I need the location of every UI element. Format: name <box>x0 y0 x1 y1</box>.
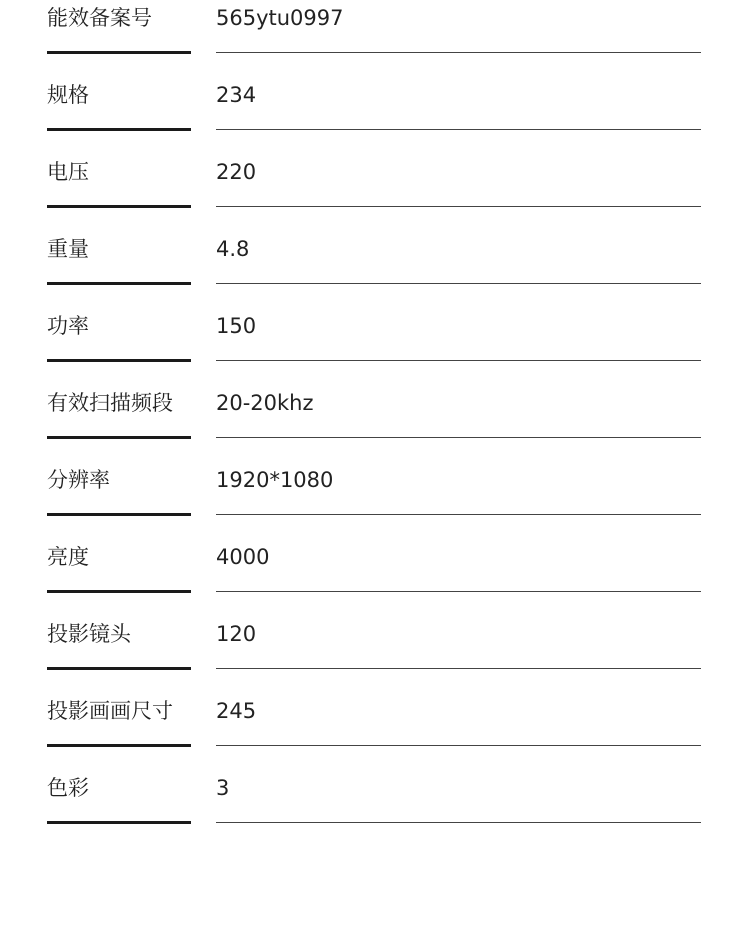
spec-value: 565ytu0997 <box>216 6 344 30</box>
spec-value: 20-20khz <box>216 391 314 415</box>
spec-row-scan-band <box>0 362 750 439</box>
spec-value: 3 <box>216 776 230 800</box>
spec-row-projection-lens <box>0 593 750 670</box>
value-divider <box>216 668 701 669</box>
spec-label: 投影镜头 <box>47 622 131 646</box>
spec-label: 重量 <box>47 237 89 261</box>
spec-value: 4.8 <box>216 237 250 261</box>
spec-value: 120 <box>216 622 257 646</box>
spec-label: 电压 <box>47 160 89 184</box>
value-divider <box>216 360 701 361</box>
spec-row-energy-filing-number <box>0 0 750 54</box>
value-divider <box>216 514 701 515</box>
spec-label: 能效备案号 <box>47 6 152 30</box>
value-divider <box>216 822 701 823</box>
spec-value: 234 <box>216 83 257 107</box>
spec-row-power <box>0 285 750 362</box>
value-divider <box>216 283 701 284</box>
value-divider <box>216 591 701 592</box>
spec-row-brightness <box>0 516 750 593</box>
spec-row-specification <box>0 54 750 131</box>
value-divider <box>216 52 701 53</box>
spec-value: 4000 <box>216 545 270 569</box>
spec-label: 有效扫描频段 <box>47 391 173 415</box>
spec-row-resolution <box>0 439 750 516</box>
spec-label: 亮度 <box>47 545 89 569</box>
spec-row-voltage <box>0 131 750 208</box>
value-divider <box>216 206 701 207</box>
spec-value: 245 <box>216 699 257 723</box>
spec-label: 色彩 <box>47 776 89 800</box>
spec-row-color <box>0 747 750 824</box>
spec-row-weight <box>0 208 750 285</box>
spec-row-projection-size <box>0 670 750 747</box>
value-divider <box>216 437 701 438</box>
spec-label: 功率 <box>47 314 89 338</box>
spec-value: 220 <box>216 160 257 184</box>
spec-label: 规格 <box>47 83 89 107</box>
spec-value: 150 <box>216 314 257 338</box>
label-divider <box>47 821 191 824</box>
value-divider <box>216 745 701 746</box>
spec-value: 1920*1080 <box>216 468 334 492</box>
spec-label: 分辨率 <box>47 468 110 492</box>
spec-label: 投影画画尺寸 <box>47 699 173 723</box>
value-divider <box>216 129 701 130</box>
